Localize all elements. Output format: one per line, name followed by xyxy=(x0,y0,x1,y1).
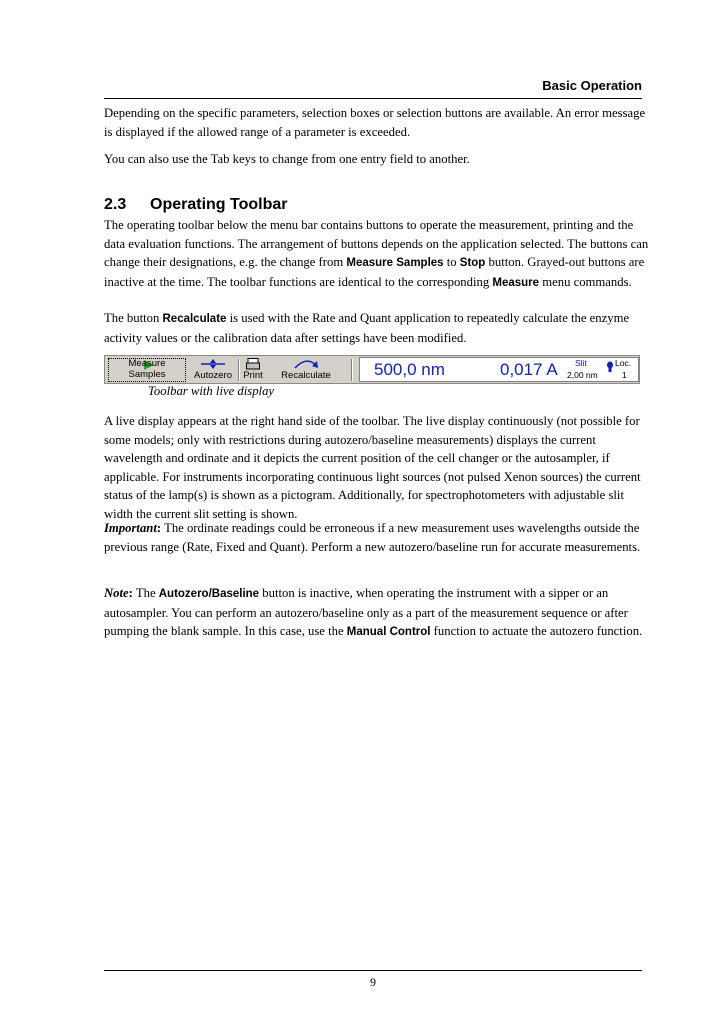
autozero-baseline-term: Autozero/Baseline xyxy=(158,588,260,600)
recalculate-paragraph xyxy=(104,309,649,347)
autozero-label: Autozero xyxy=(193,370,233,381)
note-label: Note xyxy=(104,586,129,600)
recalculate-term: Recalculate xyxy=(162,313,227,325)
text-run: The ordinate readings could be erroneous if a new measurement uses wavelengths outside the previous range (Rate, Fixed and Quant). Perform a new autozero/baseline run for accurate measurements. xyxy=(104,521,641,554)
live-wavelength: 500,0 nm xyxy=(374,360,445,379)
live-display-paragraph: A live display appears at the right hand side of the toolbar. The live display continuously (not possible for some models; only with restrictions during autozero/baseline measurements) displays the current wavelength and ordinate and it depicts the current position of the cell changer or the autosampler, if applicable. For instruments incorporating continuous light sources (not pulsed Xenon sources) the current status of the lamp(s) is shown as a pictogram. Additionally, for spectrophotometers with adjustable slit width the current slit setting is shown. xyxy=(104,414,641,521)
page-footer xyxy=(104,970,642,991)
text-run: is used with the Rate and Quant application to repeatedly calculate the enzyme activity values or the calibration data after settings have been modified. xyxy=(104,311,630,345)
text-run: The xyxy=(132,586,159,600)
text-run: menu commands. xyxy=(539,274,632,289)
recalculate-icon xyxy=(292,358,320,370)
text-run: The button xyxy=(104,311,163,325)
location-label: Loc. xyxy=(615,358,632,368)
location-value: 1 xyxy=(622,370,627,380)
live-display xyxy=(359,357,639,382)
autozero-icon xyxy=(200,358,226,370)
intro-paragraph-1: Depending on the specific parameters, selection boxes or selection buttons are available. An error message is displayed if the allowed range of a parameter is exceeded. xyxy=(104,106,646,139)
text-run: button is inactive, when operating the instrument with a sipper or an autosampler. You can perform an autozero/baseline only as a part of the measurement sequence or after pumping the blank sample. In this case, use the xyxy=(104,586,628,638)
print-button[interactable] xyxy=(239,358,267,382)
operating-toolbar-image xyxy=(104,355,640,384)
stop-term: Stop xyxy=(459,257,486,269)
autozero-button[interactable] xyxy=(189,358,237,382)
page-header xyxy=(104,78,642,99)
printer-icon xyxy=(246,358,260,370)
important-label: Important xyxy=(104,521,157,535)
page-number: 9 xyxy=(370,975,376,989)
header-title: Basic Operation xyxy=(542,78,642,93)
section-number: 2.3 xyxy=(104,196,127,213)
live-ordinate: 0,017 A xyxy=(500,360,558,379)
text-run: : xyxy=(156,521,162,535)
toolbar-description-paragraph xyxy=(104,216,649,292)
recalculate-label: Recalculate xyxy=(281,370,331,381)
important-paragraph xyxy=(104,519,649,556)
section-title: Operating Toolbar xyxy=(150,196,288,213)
text-run: : xyxy=(128,586,133,600)
measure-samples-term: Measure Samples xyxy=(346,257,444,269)
slit-value: 2,00 nm xyxy=(567,370,598,380)
text-run: function to actuate the autozero function. xyxy=(430,624,643,638)
print-label: Print xyxy=(243,370,263,381)
note-paragraph xyxy=(104,584,649,642)
toolbar-separator xyxy=(351,359,353,381)
figure-caption: Toolbar with live display xyxy=(148,384,275,398)
lamp-icon xyxy=(606,361,614,373)
text-run: The operating toolbar below the menu bar contains buttons to operate the measurement, printing and the data evaluation functions. The arrangement of buttons depends on the application selected. The buttons can change their designations, e.g. the change from xyxy=(104,218,649,269)
measure-samples-label: Measure Samples xyxy=(128,358,166,380)
measure-samples-button[interactable] xyxy=(108,358,186,382)
slit-label: Slit xyxy=(575,358,587,368)
recalculate-button[interactable] xyxy=(269,358,343,382)
intro-paragraph-2: You can also use the Tab keys to change from one entry field to another. xyxy=(104,152,470,166)
manual-control-term: Manual Control xyxy=(346,626,431,638)
section-heading xyxy=(104,196,287,214)
text-run: button. Grayed-out buttons are inactive at the time. The toolbar functions are identical to the corresponding xyxy=(104,255,645,289)
text-run: to xyxy=(443,255,460,269)
measure-term: Measure xyxy=(492,276,540,289)
